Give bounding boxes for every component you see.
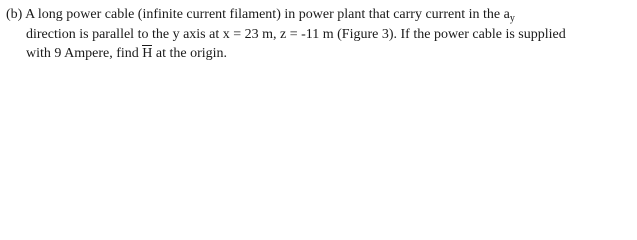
problem-line-1: [6, 5, 632, 25]
line-3-after: at the origin.: [152, 46, 228, 61]
h-field-vector-symbol: H: [142, 44, 152, 64]
unit-vector-subscript: y: [509, 13, 515, 24]
line-2-text: direction is parallel to the y axis at x = 23 m, z = -11 m (Figure 3). If the power cable is supplied: [26, 26, 566, 42]
problem-line-3: [6, 44, 632, 64]
problem-line-1-text: [6, 5, 515, 25]
line-1-text: A long power cable (infinite current filament) in power plant that carry current in the a: [25, 7, 510, 22]
problem-line-2: [6, 25, 632, 45]
problem-statement: [6, 5, 632, 64]
line-3-before: with 9 Ampere, find: [26, 46, 143, 61]
question-label: (b): [6, 7, 23, 22]
